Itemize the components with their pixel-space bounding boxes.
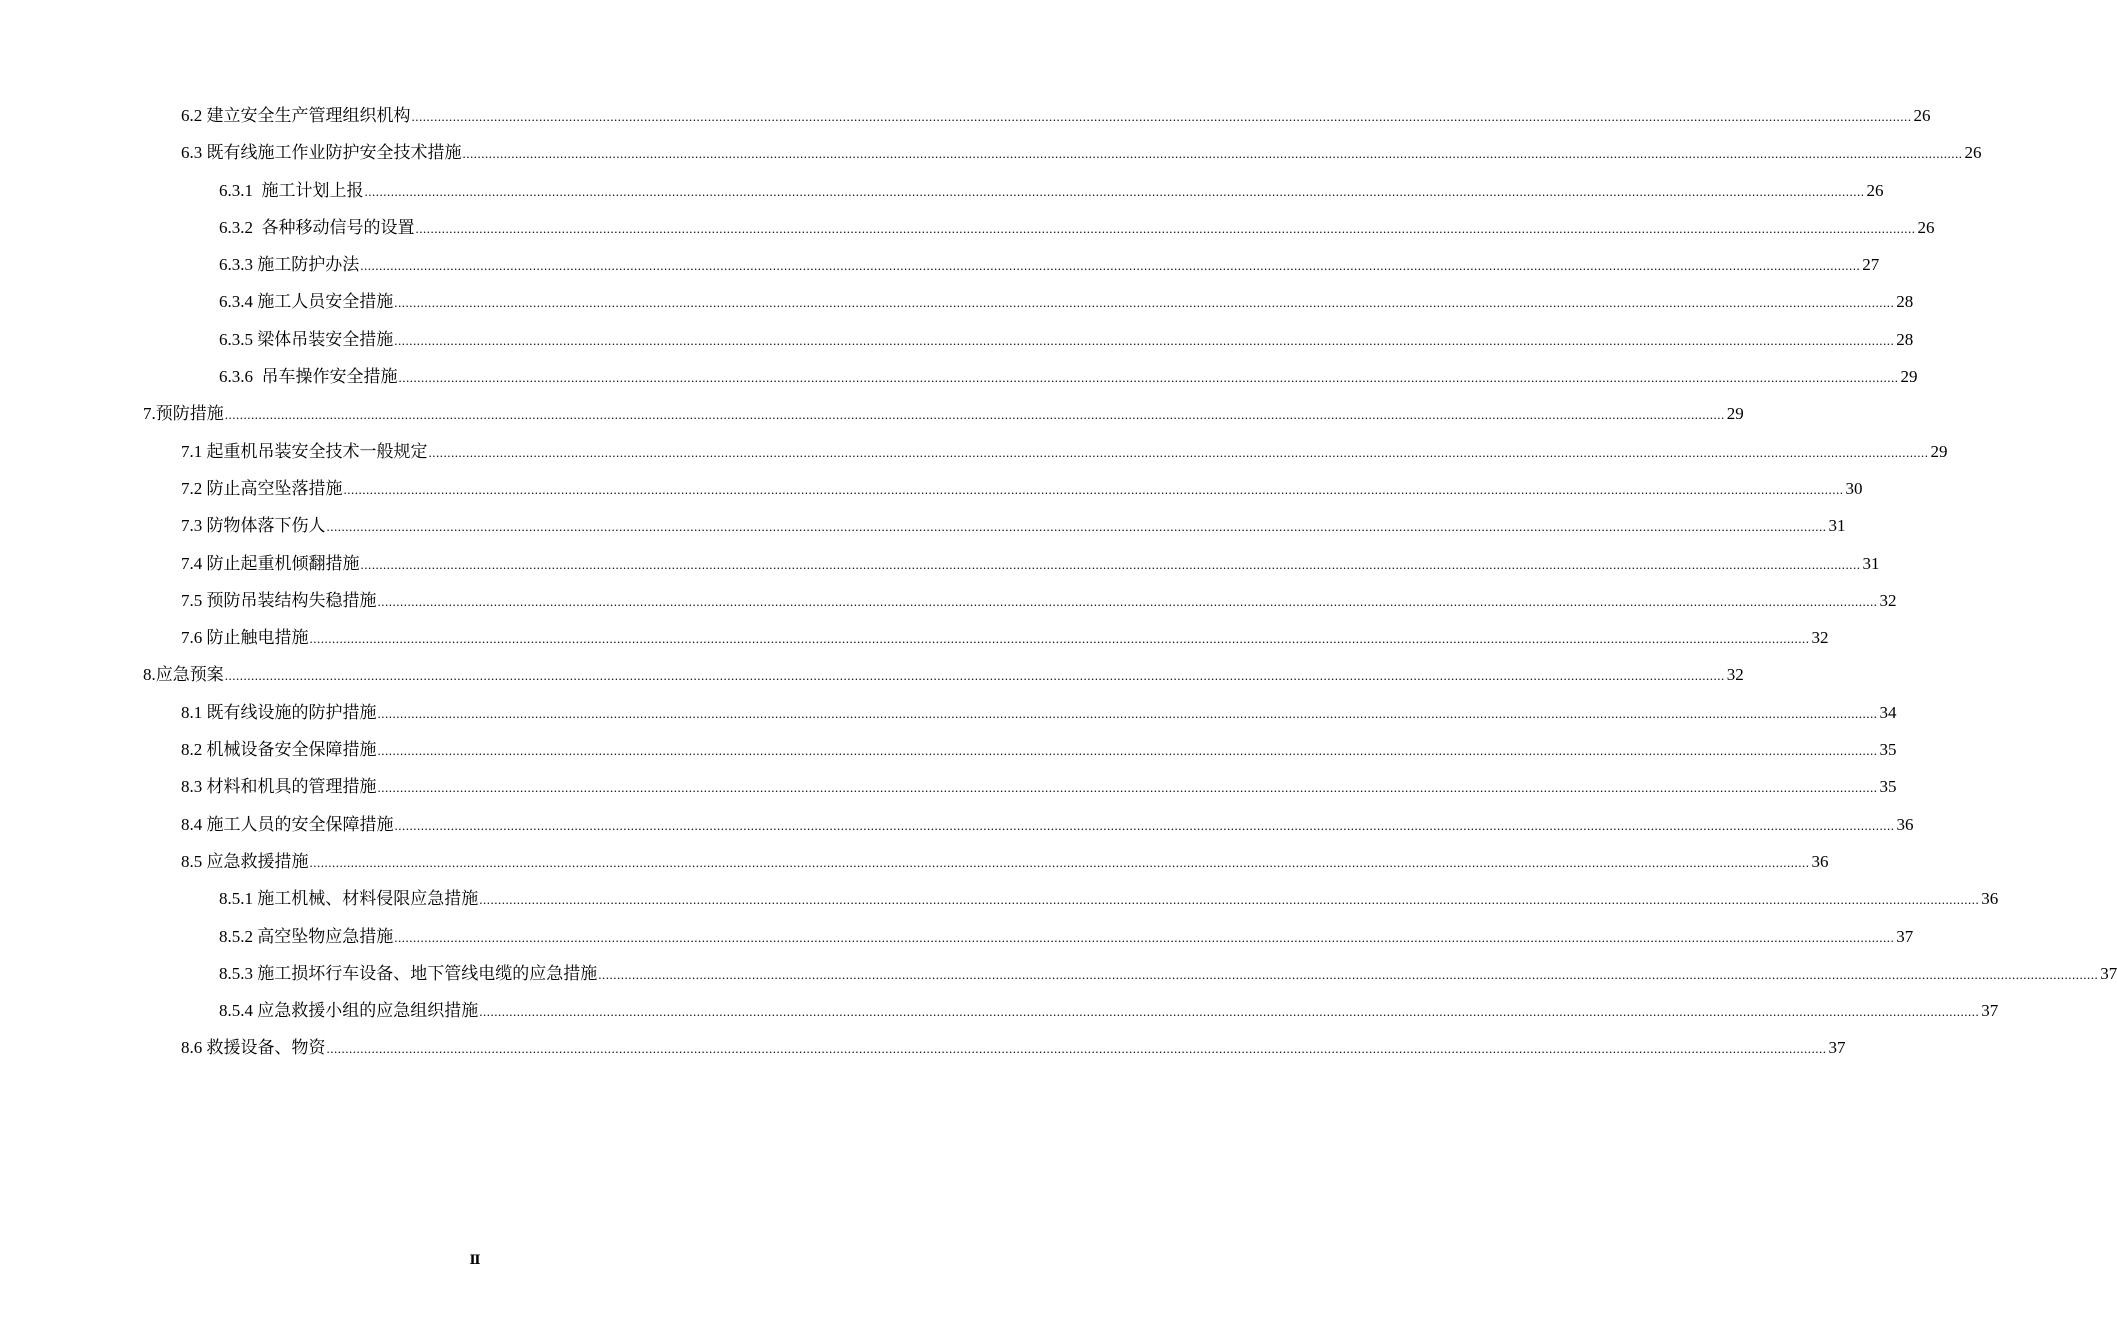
toc-entry-page-number: 36	[1981, 889, 1999, 909]
toc-entry[interactable]	[0, 731, 1897, 768]
toc-dot-leader: ................................................................................................................................................................................................................................................................................................................................................................................................................	[394, 929, 1895, 945]
toc-entry-title: 8.5.1 施工机械、材料侵限应急措施	[219, 889, 479, 909]
toc-entry-page-number: 35	[1879, 777, 1897, 797]
page-number-footer: Ⅱ	[469, 1252, 481, 1267]
toc-entry[interactable]	[0, 395, 1744, 432]
toc-entry-page-number: 37	[1981, 1001, 1999, 1021]
toc-dot-leader: ................................................................................................................................................................................................................................................................................................................................................................................................................	[479, 892, 1980, 908]
table-of-contents	[0, 97, 2117, 1067]
toc-entry-page-number: 37	[1828, 1038, 1846, 1058]
toc-entry-title: 7.预防措施	[143, 404, 224, 424]
toc-entry-page-number: 27	[1862, 255, 1880, 275]
toc-dot-leader: ................................................................................................................................................................................................................................................................................................................................................................................................................	[394, 817, 1895, 833]
toc-entry-page-number: 35	[1879, 740, 1897, 760]
toc-entry[interactable]	[0, 209, 1935, 246]
toc-entry-title: 8.5.4 应急救援小组的应急组织措施	[219, 1001, 479, 1021]
toc-entry[interactable]	[0, 843, 1829, 880]
toc-entry-title: 8.3 材料和机具的管理措施	[181, 777, 377, 797]
toc-dot-leader: ................................................................................................................................................................................................................................................................................................................................................................................................................	[377, 743, 1878, 759]
toc-entry-page-number: 32	[1811, 628, 1829, 648]
toc-dot-leader: ................................................................................................................................................................................................................................................................................................................................................................................................................	[411, 109, 1912, 124]
toc-entry-title: 7.2 防止高空坠落措施	[181, 478, 343, 498]
toc-entry-title: 7.6 防止触电措施	[181, 628, 309, 648]
toc-dot-leader: ................................................................................................................................................................................................................................................................................................................................................................................................................	[598, 966, 2099, 982]
toc-dot-leader: ................................................................................................................................................................................................................................................................................................................................................................................................................	[394, 332, 1895, 348]
toc-dot-leader: ................................................................................................................................................................................................................................................................................................................................................................................................................	[224, 407, 1725, 423]
toc-dot-leader: ................................................................................................................................................................................................................................................................................................................................................................................................................	[394, 295, 1895, 311]
toc-entry-title: 6.3.6 吊车操作安全措施	[219, 367, 398, 387]
toc-entry-page-number: 34	[1879, 702, 1897, 722]
toc-entry-page-number: 26	[1866, 180, 1884, 200]
toc-entry-page-number: 37	[2100, 963, 2117, 983]
toc-entry-page-number: 29	[1900, 367, 1918, 387]
toc-entry-page-number: 28	[1896, 329, 1914, 349]
toc-entry[interactable]	[0, 880, 1999, 917]
toc-dot-leader: ................................................................................................................................................................................................................................................................................................................................................................................................................	[415, 220, 1916, 236]
toc-entry-title: 7.1 起重机吊装安全技术一般规定	[181, 441, 428, 461]
toc-entry-title: 6.3.2 各种移动信号的设置	[219, 217, 415, 237]
toc-entry[interactable]	[0, 433, 1948, 470]
toc-entry-page-number: 26	[1913, 106, 1931, 125]
toc-entry-title: 6.3 既有线施工作业防护安全技术措施	[181, 143, 462, 163]
toc-dot-leader: ................................................................................................................................................................................................................................................................................................................................................................................................................	[326, 519, 1827, 535]
toc-entry[interactable]	[0, 545, 1880, 582]
toc-dot-leader: ................................................................................................................................................................................................................................................................................................................................................................................................................	[377, 593, 1878, 609]
toc-dot-leader: ................................................................................................................................................................................................................................................................................................................................................................................................................	[377, 780, 1878, 796]
toc-entry[interactable]	[0, 582, 1897, 619]
toc-entry-title: 8.2 机械设备安全保障措施	[181, 740, 377, 760]
toc-entry-page-number: 37	[1896, 926, 1914, 946]
toc-entry-page-number: 32	[1726, 665, 1744, 685]
toc-entry[interactable]	[0, 955, 2117, 992]
toc-dot-leader: ................................................................................................................................................................................................................................................................................................................................................................................................................	[224, 668, 1725, 684]
toc-entry-title: 8.5.2 高空坠物应急措施	[219, 926, 394, 946]
toc-entry-page-number: 29	[1930, 441, 1948, 461]
toc-dot-leader: ................................................................................................................................................................................................................................................................................................................................................................................................................	[479, 1004, 1980, 1020]
toc-dot-leader: ................................................................................................................................................................................................................................................................................................................................................................................................................	[398, 370, 1899, 386]
toc-entry-title: 7.3 防物体落下伤人	[181, 516, 326, 536]
toc-entry-title: 8.5.3 施工损坏行车设备、地下管线电缆的应急措施	[219, 963, 598, 983]
toc-entry[interactable]	[0, 619, 1829, 656]
toc-dot-leader: ................................................................................................................................................................................................................................................................................................................................................................................................................	[343, 481, 1844, 497]
toc-entry-page-number: 31	[1862, 553, 1880, 573]
toc-entry-title: 8.1 既有线设施的防护措施	[181, 702, 377, 722]
toc-entry[interactable]	[0, 321, 1914, 358]
toc-dot-leader: ................................................................................................................................................................................................................................................................................................................................................................................................................	[377, 705, 1878, 721]
toc-entry-title: 6.2 建立安全生产管理组织机构	[181, 106, 411, 125]
toc-entry-title: 8.6 救援设备、物资	[181, 1038, 326, 1058]
toc-entry-page-number: 26	[1917, 217, 1935, 237]
toc-entry-title: 8.4 施工人员的安全保障措施	[181, 814, 394, 834]
toc-entry[interactable]	[0, 656, 1744, 693]
toc-entry-title: 8.5 应急救援措施	[181, 851, 309, 871]
toc-entry[interactable]	[0, 1029, 1846, 1066]
toc-entry-title: 8.应急预案	[143, 665, 224, 685]
toc-entry[interactable]	[0, 918, 1914, 955]
toc-dot-leader: ................................................................................................................................................................................................................................................................................................................................................................................................................	[360, 258, 1861, 274]
toc-entry-title: 6.3.3 施工防护办法	[219, 255, 360, 275]
toc-dot-leader: ................................................................................................................................................................................................................................................................................................................................................................................................................	[360, 556, 1861, 572]
toc-entry[interactable]	[0, 246, 1880, 283]
toc-dot-leader: ................................................................................................................................................................................................................................................................................................................................................................................................................	[462, 146, 1963, 162]
toc-entry[interactable]	[0, 134, 1982, 171]
toc-dot-leader: ................................................................................................................................................................................................................................................................................................................................................................................................................	[364, 183, 1865, 199]
toc-entry[interactable]	[0, 768, 1897, 805]
toc-entry-title: 6.3.1 施工计划上报	[219, 180, 364, 200]
toc-entry[interactable]	[0, 694, 1897, 731]
toc-entry-title: 6.3.4 施工人员安全措施	[219, 292, 394, 312]
toc-entry-page-number: 28	[1896, 292, 1914, 312]
toc-entry-page-number: 29	[1726, 404, 1744, 424]
toc-entry-title: 7.4 防止起重机倾翻措施	[181, 553, 360, 573]
toc-entry-page-number: 31	[1828, 516, 1846, 536]
toc-entry-page-number: 30	[1845, 478, 1863, 498]
toc-entry[interactable]	[0, 470, 1863, 507]
toc-entry[interactable]	[0, 358, 1918, 395]
toc-entry-page-number: 36	[1811, 851, 1829, 871]
toc-dot-leader: ................................................................................................................................................................................................................................................................................................................................................................................................................	[309, 854, 1810, 870]
toc-entry[interactable]	[0, 97, 1931, 134]
toc-dot-leader: ................................................................................................................................................................................................................................................................................................................................................................................................................	[309, 631, 1810, 647]
toc-entry[interactable]	[0, 172, 1884, 209]
toc-entry-page-number: 26	[1964, 143, 1982, 163]
toc-entry[interactable]	[0, 507, 1846, 544]
toc-entry-page-number: 36	[1896, 814, 1914, 834]
toc-entry-title: 7.5 预防吊装结构失稳措施	[181, 590, 377, 610]
toc-entry-title: 6.3.5 梁体吊装安全措施	[219, 329, 394, 349]
toc-entry[interactable]	[0, 806, 1914, 843]
toc-entry[interactable]	[0, 992, 1999, 1029]
toc-entry-page-number: 32	[1879, 590, 1897, 610]
toc-dot-leader: ................................................................................................................................................................................................................................................................................................................................................................................................................	[326, 1041, 1827, 1057]
toc-entry[interactable]	[0, 283, 1914, 320]
toc-dot-leader: ................................................................................................................................................................................................................................................................................................................................................................................................................	[428, 444, 1929, 460]
